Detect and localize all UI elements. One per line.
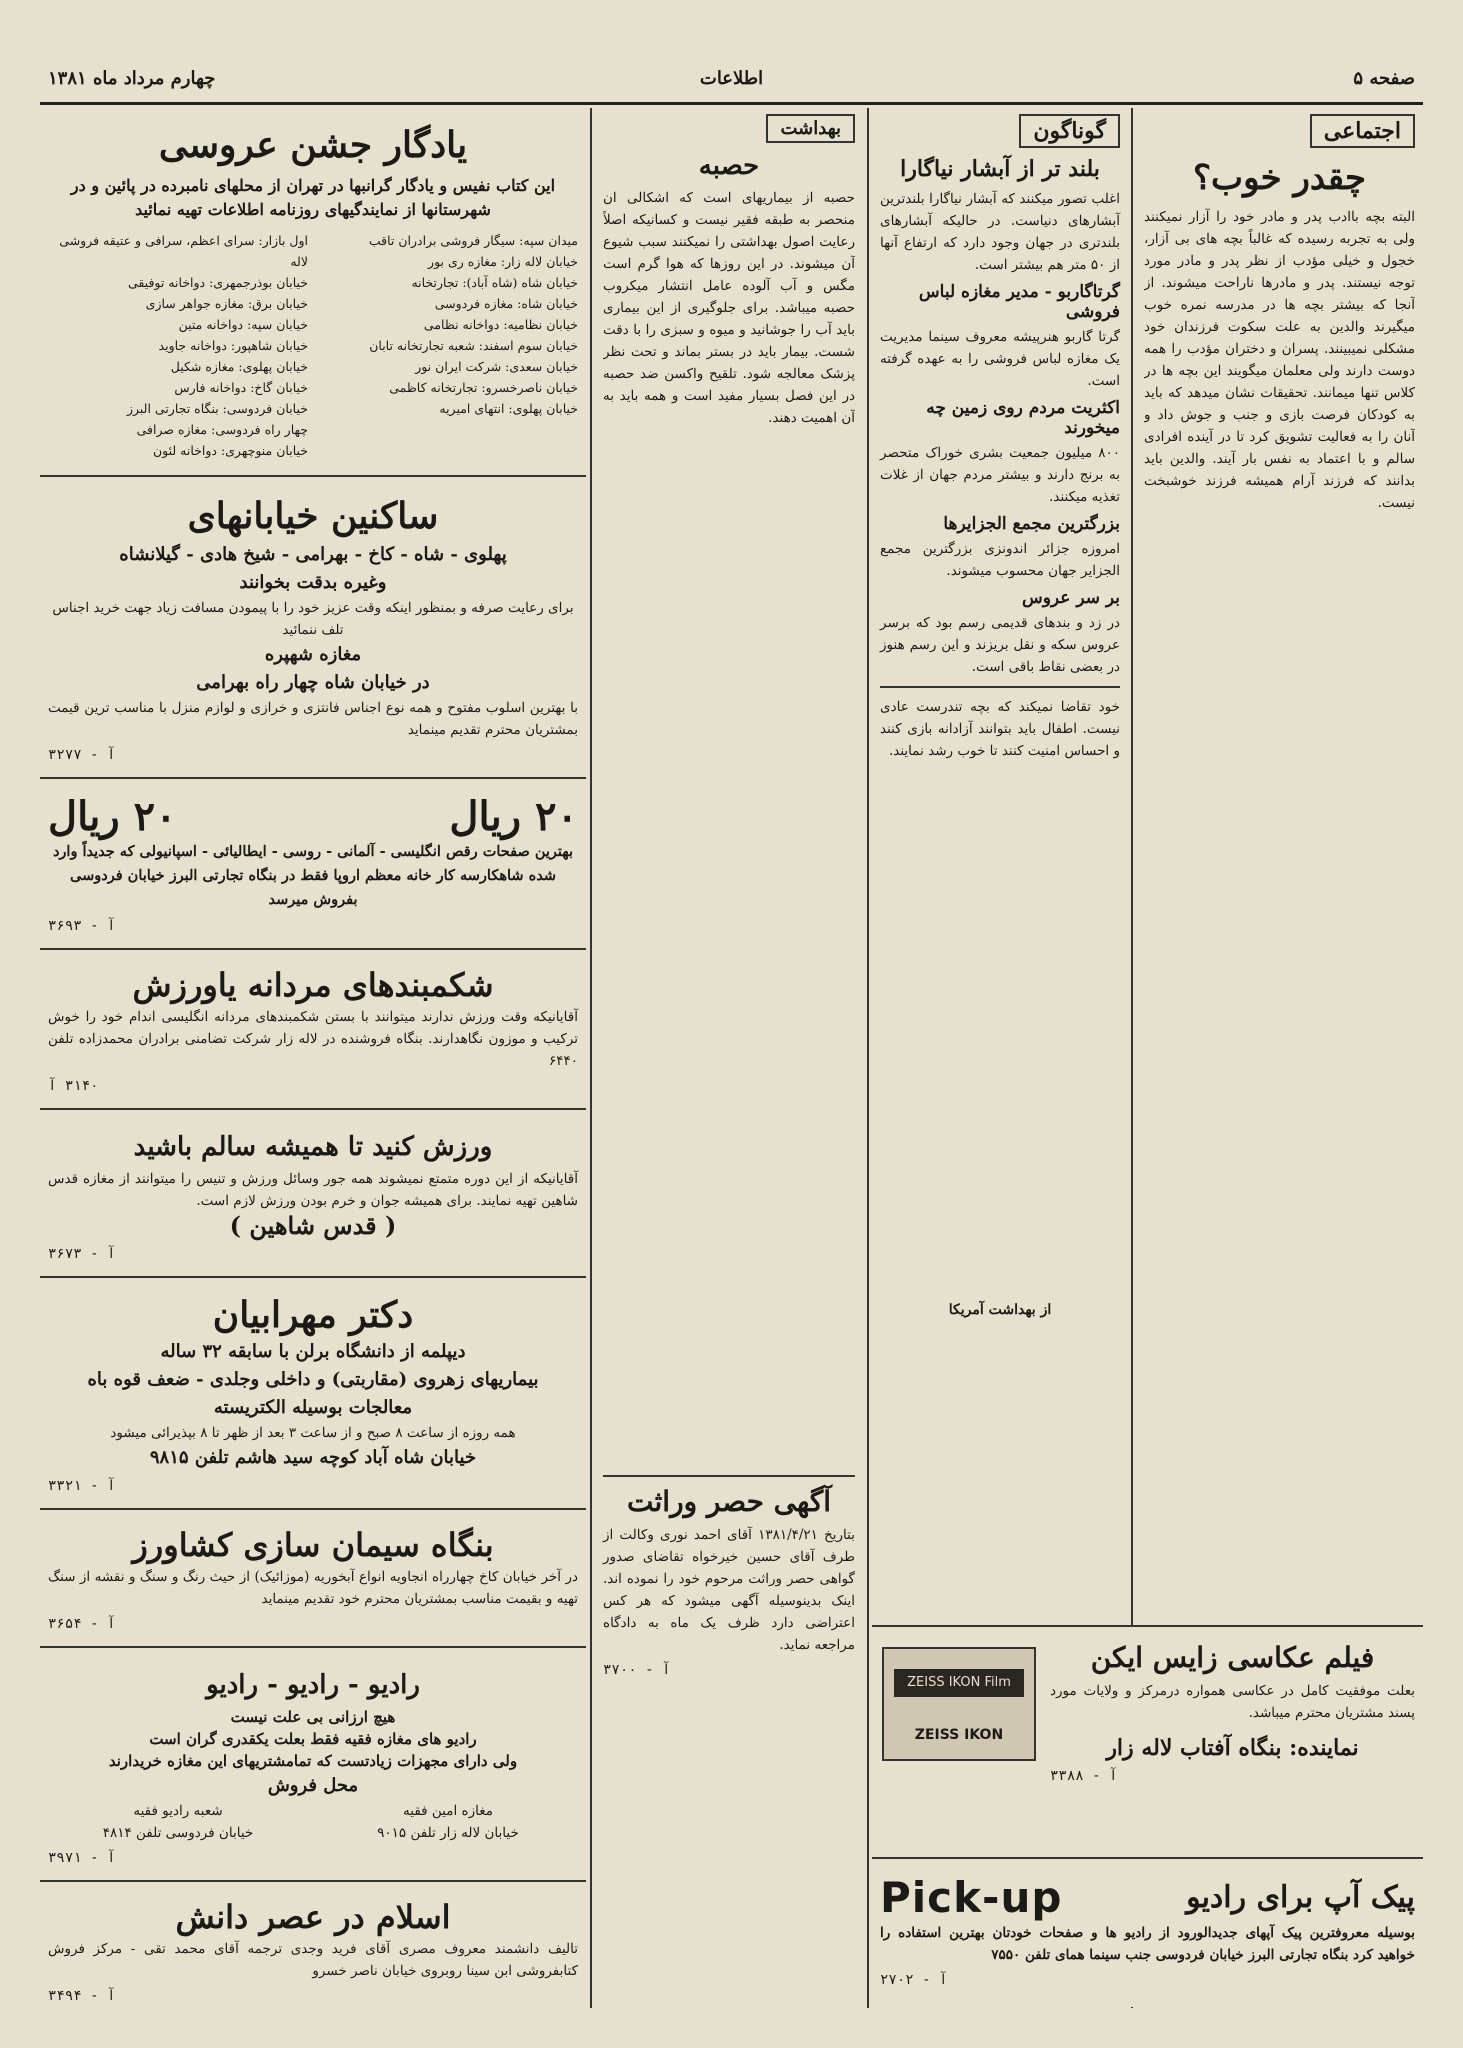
ad-code: آ - ۳۳۸۸ xyxy=(1050,1768,1118,1784)
divider xyxy=(40,1508,586,1510)
list-item: خیابان پهلوی: مغازه شکیل xyxy=(170,359,308,374)
divider xyxy=(880,686,1120,688)
ad-body: آقایانیکه از این دوره متمتع نمیشوند همه جور وسائل ورزش و تنیس را میتوانند از مغازه قدس شاهین تهیه نمایند. برای همیشه جوان و خرم بودن ورزش لازم است. xyxy=(48,1171,578,1209)
ad-radio xyxy=(40,1656,586,1872)
subheading: بر سر عروس xyxy=(1021,588,1120,608)
list-item: خیابان شاه (شاه آباد): تجارتخانه xyxy=(411,275,578,290)
ad-line: ولی دارای مجهزات زیادتست که تمامشتریهای این مغازه خریدارند xyxy=(108,1752,518,1770)
ad-list-left xyxy=(48,230,308,461)
ad-title: ساکنین خیابانهای xyxy=(187,495,439,537)
doctor-line: دیپلمه از دانشگاه برلن با سابقه ۳۲ ساله xyxy=(160,1341,466,1362)
list-item: خیابان فردوسی: بنگاه تجارتی البرز xyxy=(126,401,308,416)
ad-records xyxy=(40,787,586,940)
ad-list-right xyxy=(318,230,578,461)
list-item: خیابان شاه: مغازه فردوسی xyxy=(434,296,578,311)
divider xyxy=(40,1646,586,1648)
ad-title: رادیو - رادیو - رادیو xyxy=(206,1670,420,1700)
ad-code: آ - ۳۲۷۷ xyxy=(48,747,116,763)
divider xyxy=(40,948,586,950)
ad-islam xyxy=(40,1890,586,2008)
subheading: بزرگترین مجمع الجزایرها xyxy=(943,514,1120,534)
section-tag-health: بهداشت xyxy=(766,114,855,143)
ad-title: شکمبندهای مردانه یاورزش xyxy=(132,966,494,1004)
column-rule xyxy=(867,108,869,2008)
shop-place: در خیابان شاه چهار راه بهرامی xyxy=(196,672,430,693)
ad-code: آ - ۳۶۷۳ xyxy=(48,1246,116,1262)
ad-title: فیلم عکاسی زایس ایکن xyxy=(1090,1641,1375,1674)
ad-body: در آخر خیابان کاخ چهارراه انجاویه انواع آبخوریه (موزائیک) از حیث رنگ و سنگ و نقشه از سنگ تهیه و بقیمت مناسب بمشتریان محترم خود تقدیم مینماید xyxy=(48,1569,578,1607)
ad-title: اسلام در عصر دانش xyxy=(175,1898,451,1936)
article-body: در زد و بندهای قدیمی رسم بود که برسر عروس سکه و نقل بریزند و این رسم هنوز در بعضی نقاط باقی است. xyxy=(880,615,1120,675)
ad-body: بهترین صفحات رقص انگلیسی - آلمانی - روسی - ایطالیائی - اسپانیولی که جدیداً وارد شده شاهکارسه کار خانه معظم اروپا فقط در بنگاه تجارتی البرز خیابان فردوسی بفروش میرسد xyxy=(52,843,574,908)
article-body: ۸۰۰ میلیون جمعیت بشری خوراک متحصر به برنج دارند و بیشتر مردم جهان از غلات تغذیه میکنند. xyxy=(880,445,1120,505)
ad-more: وغیره بدقت بخوانند xyxy=(239,572,387,593)
price-right: ۲۰ ریال xyxy=(449,793,578,840)
ad-wedding xyxy=(40,108,586,467)
ad-subtitle: این کتاب نفیس و یادگار گرانبها در تهران از محلهای نامبرده در پائین و در شهرستانها از نمایندگیهای روزنامه اطلاعات تهیه نمائید xyxy=(70,176,556,219)
ad-pickup xyxy=(872,1867,1423,1994)
divider xyxy=(40,475,586,477)
article-body: خود تقاضا نمیکند که بچه تندرست عادی نیست. اطفال باید بتوانند آزادانه بازی کنند و احساس امنیت کنند تا خوب رشد نمایند. xyxy=(880,699,1120,759)
ad-body: برای رعایت صرفه و بمنظور اینکه وقت عزیز خود را با پیمودن مسافت زیاد جهت خرید اجناس تلف ننمائید xyxy=(52,600,574,638)
ad-body: بعلت موفقیت کامل در عکاسی همواره درمرکز و ولایات مورد پسند مشتریان محترم میباشد. xyxy=(1050,1683,1415,1721)
newspaper-name: اطلاعات xyxy=(699,68,764,89)
ad-body: تالیف دانشمند معروف مصری آقای فرید وجدی ترجمه آقای محمد تقی - مرکز فروش کتابفروشی ابن سینا روبروی خیابان ناصر خسرو xyxy=(48,1941,578,1979)
column-ads xyxy=(40,108,586,2008)
list-item: خیابان نظامیه: دواخانه نظامی xyxy=(423,317,578,332)
divider xyxy=(603,1475,855,1477)
list-item: خیابان لاله زار: مغازه ری بور xyxy=(428,254,578,269)
divider xyxy=(40,1880,586,1882)
divider xyxy=(40,1108,586,1110)
list-item: خیابان برق: مغازه جواهر سازی xyxy=(145,296,308,311)
list-item: خیابان گاخ: دواخانه فارس xyxy=(174,380,308,395)
shop-body: با بهترین اسلوب مفتوح و همه نوع اجناس فانتزی و خرازی و لوازم منزل با مناسب ترین قیمت بمشتریان محترم تقدیم مینماید xyxy=(48,700,578,738)
ad-code: ۳۱۴۰ آ xyxy=(48,1078,99,1094)
list-item: خیابان سعدی: شرکت ایران نور xyxy=(415,359,578,374)
pickup-brand: Pick-up xyxy=(880,1873,1063,1922)
ad-zeiss xyxy=(872,1627,1423,1849)
divider xyxy=(872,1857,1423,1859)
ad-body: بوسیله معروفترین پیک آپهای جدیدالورود از رادیو ها و صفحات خودتان بهترین استفاده را خواهید کرد بنگاه تجارتی البرز خیابان فردوسی جنب سینما همای تلفن ۷۵۵۰ xyxy=(880,1925,1415,1963)
section-tag-social: اجتماعی xyxy=(1310,114,1415,148)
list-item: خیابان منوچهری: دواخانه لئون xyxy=(152,443,308,458)
list-item: خیابان پهلوی: انتهای امیریه xyxy=(439,401,578,416)
branch-title: مغازه امین فقیه xyxy=(403,1803,493,1819)
article-body: حصبه از بیماریهای است که اشکالی ان منحصر به طبقه فقیر نیست و کسانیکه اصلاً رعایت اصول بهداشتی را نمیکنند سبب شیوع آن میشوند. در این روزها که هوا گرم است مگس و آب آلوده عامل انتشار میکروب حصبه میباشد. برای جلوگیری از این بیماری باید آب را جوشانید و میوه و سبزی را با دقت شست. بیمار باید در بستر بماند و تحت نظر پزشک معالجه شود. تلقیح واکسن ضد حصبه در این فصل بسیار مفید است و همه باید به آن اهمیت دهند. xyxy=(603,190,855,426)
ad-code: آ - ۲۷۰۲ xyxy=(880,1972,948,1988)
ad-cement xyxy=(40,1518,586,1638)
issue-date: چهارم مرداد ماه ۱۳۸۱ xyxy=(48,68,216,89)
list-item: خیابان سپه: دواخانه متین xyxy=(178,317,308,332)
ad-block-bottom-right xyxy=(872,1625,1423,2007)
brand-name: ( قدس شاهین ) xyxy=(229,1211,397,1240)
ad-belts xyxy=(40,958,586,1100)
doctor-address: خیابان شاه آباد کوچه سید هاشم تلفن ۹۸۱۵ xyxy=(149,1447,477,1468)
list-item: میدان سپه: سیگار فروشی برادران تاقب xyxy=(368,233,578,248)
ad-title: پیک آپ برای رادیو xyxy=(1186,1880,1415,1915)
ad-streets: پهلوی - شاه - کاخ - بهرامی - شیخ هادی - گیلانشاه xyxy=(119,544,507,565)
article-title: بلند تر از آبشار نیاگارا xyxy=(900,156,1100,182)
column-health xyxy=(595,108,863,2008)
doctor-line: بیماریهای زهروی (مقاربتی) و داخلی وجلدی - ضعف قوه باه xyxy=(87,1369,539,1390)
list-item: خیابان شاهپور: دواخانه جاوید xyxy=(158,338,308,353)
list-item: خیابان ناصرخسرو: تجارتخانه کاظمی xyxy=(389,380,578,395)
page-header xyxy=(40,62,1423,105)
page-number: صفحه ۵ xyxy=(1353,68,1415,89)
list-item: خیابان سوم اسفند: شعبه تجارتخانه تابان xyxy=(369,338,578,353)
ad-residents xyxy=(40,485,586,769)
ad-title: یادگار جشن عروسی xyxy=(158,124,468,166)
ad-agent: نماینده: بنگاه آفتاب لاله زار xyxy=(1106,1735,1359,1761)
ad-place: محل فروش xyxy=(267,1775,359,1796)
divider xyxy=(40,777,586,779)
ad-code: آ - ۳۶۵۴ xyxy=(48,1616,116,1632)
divider xyxy=(40,1276,586,1278)
ad-code: آ - ۳۴۹۴ xyxy=(48,1988,116,2004)
subheading: اکثریت مردم روی زمین چه میخورند xyxy=(926,398,1120,438)
article-body: اغلب تصور میکنند که آبشار نیاگارا بلندترین آبشارهای دنیاست. در حالیکه آبشارهای بلندتری در جهان وجود دارد که ارتفاع آنها از ۵۰ متر هم بیشتر است. xyxy=(880,191,1120,273)
column-rule xyxy=(590,108,592,2008)
ad-title: ورزش کنید تا همیشه سالم باشید xyxy=(133,1132,493,1162)
article-title: حصبه xyxy=(698,151,760,181)
list-item: اول بازار: سرای اعظم، سرافی و عتیقه فروشی لاله xyxy=(59,233,308,269)
section-tag-misc: گوناگون xyxy=(1019,114,1120,148)
ad-title: بنگاه سیمان سازی کشاورز xyxy=(132,1526,494,1564)
branch-address: خیابان فردوسی تلفن ۴۸۱۴ xyxy=(102,1825,254,1841)
ad-exercise xyxy=(40,1118,586,1268)
article-title: چقدر خوب؟ xyxy=(1193,158,1366,198)
ad-body: آقایانیکه وقت ورزش ندارند میتوانند با بستن شکمبندهای مردانه انگلیسی اندام خود را خوش ترکیب و موزون نگاهدارند. بنگاه فروشنده در لاله زار شرکت تضامنی برادران محمدزاده تلفن ۶۴۴۰ xyxy=(48,1009,578,1069)
branch-title: شعبه رادیو فقیه xyxy=(133,1803,223,1819)
notice-title: آگهی حصر وراثت xyxy=(627,1485,831,1518)
article-body: گرتا گاربو هنرپیشه معروف سینما مدیریت یک مغازه لباس فروشی را به عهده گرفته است. xyxy=(880,329,1120,389)
doctor-name: دکتر مهرابیان xyxy=(212,1294,414,1336)
article-body: امروزه جزائر اندونزی بزرگترین مجمع الجزایر جهان محسوب میشوند. xyxy=(880,541,1120,579)
ad-code: آ - ۳۹۷۱ xyxy=(48,1850,116,1866)
article-body: البته بچه باادب پدر و مادر خود را آزار نمیکنند ولی به تجربه رسیده که غالباً بچه های بی آزار، خجول و خیلی مؤدب از نظر پدر و مادر مورد توجه نیستند. پدر و مادرها ناراحت میشوند. از آنجا که بیشتر بچه ها در مدرسه نمره خوب میگیرند والدین به علت سکوت فرزندان خود مشکلی نمیبینند. پسران و دختران مؤدب را همه دوست دارند ولی معلمان میگویند این بچه ها در کلاس تنها میمانند. تحقیقات نشان میدهد که باید به کودکان فرصت بازی و جنب و جوش داد و آنان را به فعالیت تشویق کرد تا در آینده افرادی سالم و با اعتماد به نفس بار آیند. والدین باید بدانند که فرزند آرام همیشه فرزند خوشبخت نیست. xyxy=(1144,209,1415,511)
price-left: ۲۰ ریال xyxy=(48,793,177,840)
subheading: گرتاگاربو - مدیر مغازه لباس فروشی xyxy=(918,282,1120,322)
doctor-line: معالجات بوسیله الکتریسته xyxy=(213,1397,413,1418)
ad-line: رادیو های مغازه فقیه فقط بعلت یکقدری گران است xyxy=(149,1730,477,1748)
ad-code: آ - ۳۳۲۱ xyxy=(48,1478,116,1494)
film-band-label: ZEISS IKON Film xyxy=(894,1669,1024,1697)
film-box-illustration xyxy=(882,1647,1036,1761)
film-brand-label: ZEISS IKON xyxy=(914,1727,1004,1743)
ad-code: آ - ۳۶۹۳ xyxy=(48,918,116,934)
shop-name: مغازه شهپره xyxy=(264,644,362,665)
doctor-hours: همه روزه از ساعت ۸ صبح و از ساعت ۳ بعد از ظهر تا ۸ بپذیرائی میشود xyxy=(110,1425,516,1441)
ad-doctor xyxy=(40,1286,586,1500)
ad-line: هیچ ارزانی بی علت نیست xyxy=(230,1708,396,1726)
list-item: خیابان بوذرجمهری: دواخانه توفیقی xyxy=(127,275,308,290)
notice-body: بتاریخ ۱۳۸۱/۴/۲۱ آقای احمد نوری وکالت از طرف آقای حسین خیرخواه تقاضای صدور گواهی حصر وراثت مرحوم خود را نموده اند. اینک بدینوسیله آگهی میشود که هر کس اعتراضی دارد ظرف یک ماه به دادگاه مراجعه نماید. xyxy=(603,1527,855,1653)
source-note: از بهداشت آمریکا xyxy=(948,1302,1052,1318)
notice-code: آ - ۳۷۰۰ xyxy=(603,1662,671,1678)
branch-address: خیابان لاله زار تلفن ۹۰۱۵ xyxy=(377,1825,519,1841)
list-item: چهار راه فردوسی: مغازه صرافی xyxy=(136,422,308,437)
